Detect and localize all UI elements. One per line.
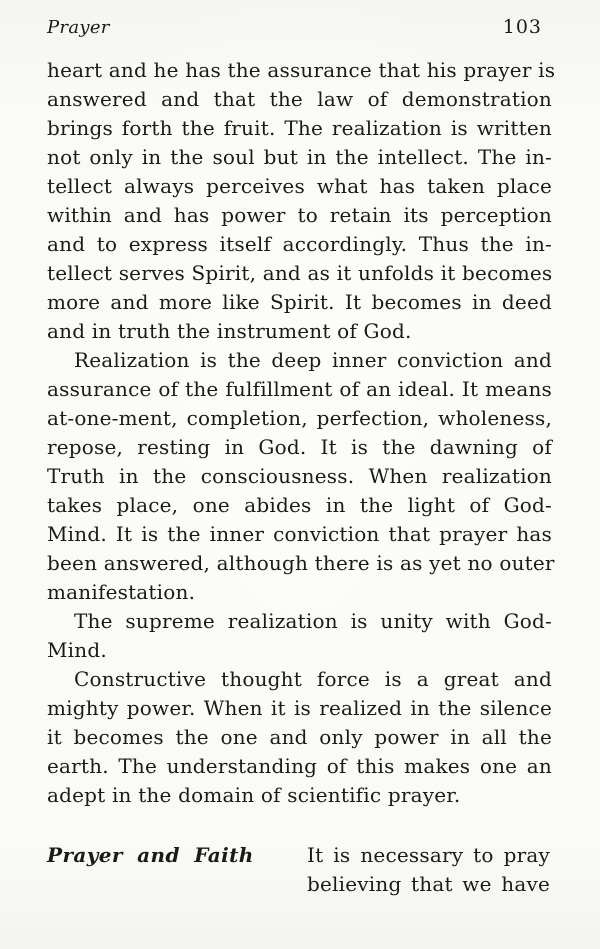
body-line: at-one-ment, completion, perfection, wholeness, — [47, 406, 552, 430]
body-line: it becomes the one and only power in all the — [47, 725, 552, 749]
body-line: been answered, although there is as yet no outer — [47, 551, 555, 575]
body-line: Constructive thought force is a great and — [74, 667, 552, 691]
section-intro — [307, 841, 550, 899]
body-line: repose, resting in God. It is the dawning of — [47, 435, 552, 459]
body-line: heart and he has the assurance that his prayer is — [47, 58, 556, 82]
running-head — [47, 14, 542, 41]
body-line: more and more like Spirit. It becomes in deed — [47, 290, 552, 314]
body-line: tellect always perceives what has taken place — [47, 174, 552, 198]
body-line: and to express itself accordingly. Thus the in- — [47, 232, 552, 256]
body-line: Truth in the consciousness. When realization — [47, 464, 552, 488]
body-line: takes place, one abides in the light of God- — [47, 493, 552, 517]
body-line: earth. The understanding of this makes one an — [47, 754, 552, 778]
section-intro-line: believing that we have — [307, 872, 550, 896]
section-heading: Prayer and Faith — [47, 843, 254, 867]
body-line: answered and that the law of demonstration — [47, 87, 552, 111]
body-line: Mind. — [47, 638, 107, 662]
body-line: Mind. It is the inner conviction that prayer has — [47, 522, 552, 546]
page-number: 103 — [502, 16, 542, 38]
body-line: Realization is the deep inner conviction and — [74, 348, 552, 372]
body-line: manifestation. — [47, 580, 196, 604]
body-line: brings forth the fruit. The realization is written — [47, 116, 552, 140]
section-intro-line: It is necessary to pray — [307, 843, 550, 867]
body-line: tellect serves Spirit, and as it unfolds it becomes — [47, 261, 553, 285]
body-line: adept in the domain of scientific prayer. — [47, 783, 461, 807]
body-line: within and has power to retain its perception — [47, 203, 552, 227]
body-line: not only in the soul but in the intellect. The in- — [47, 145, 552, 169]
body-line: assurance of the fulfillment of an ideal. It means — [47, 377, 552, 401]
body-line: The supreme realization is unity with God- — [74, 609, 552, 633]
body-line: and in truth the instrument of God. — [47, 319, 412, 343]
running-title: Prayer — [47, 17, 110, 38]
body-line: mighty power. When it is realized in the silence — [47, 696, 552, 720]
body-text — [47, 56, 556, 810]
